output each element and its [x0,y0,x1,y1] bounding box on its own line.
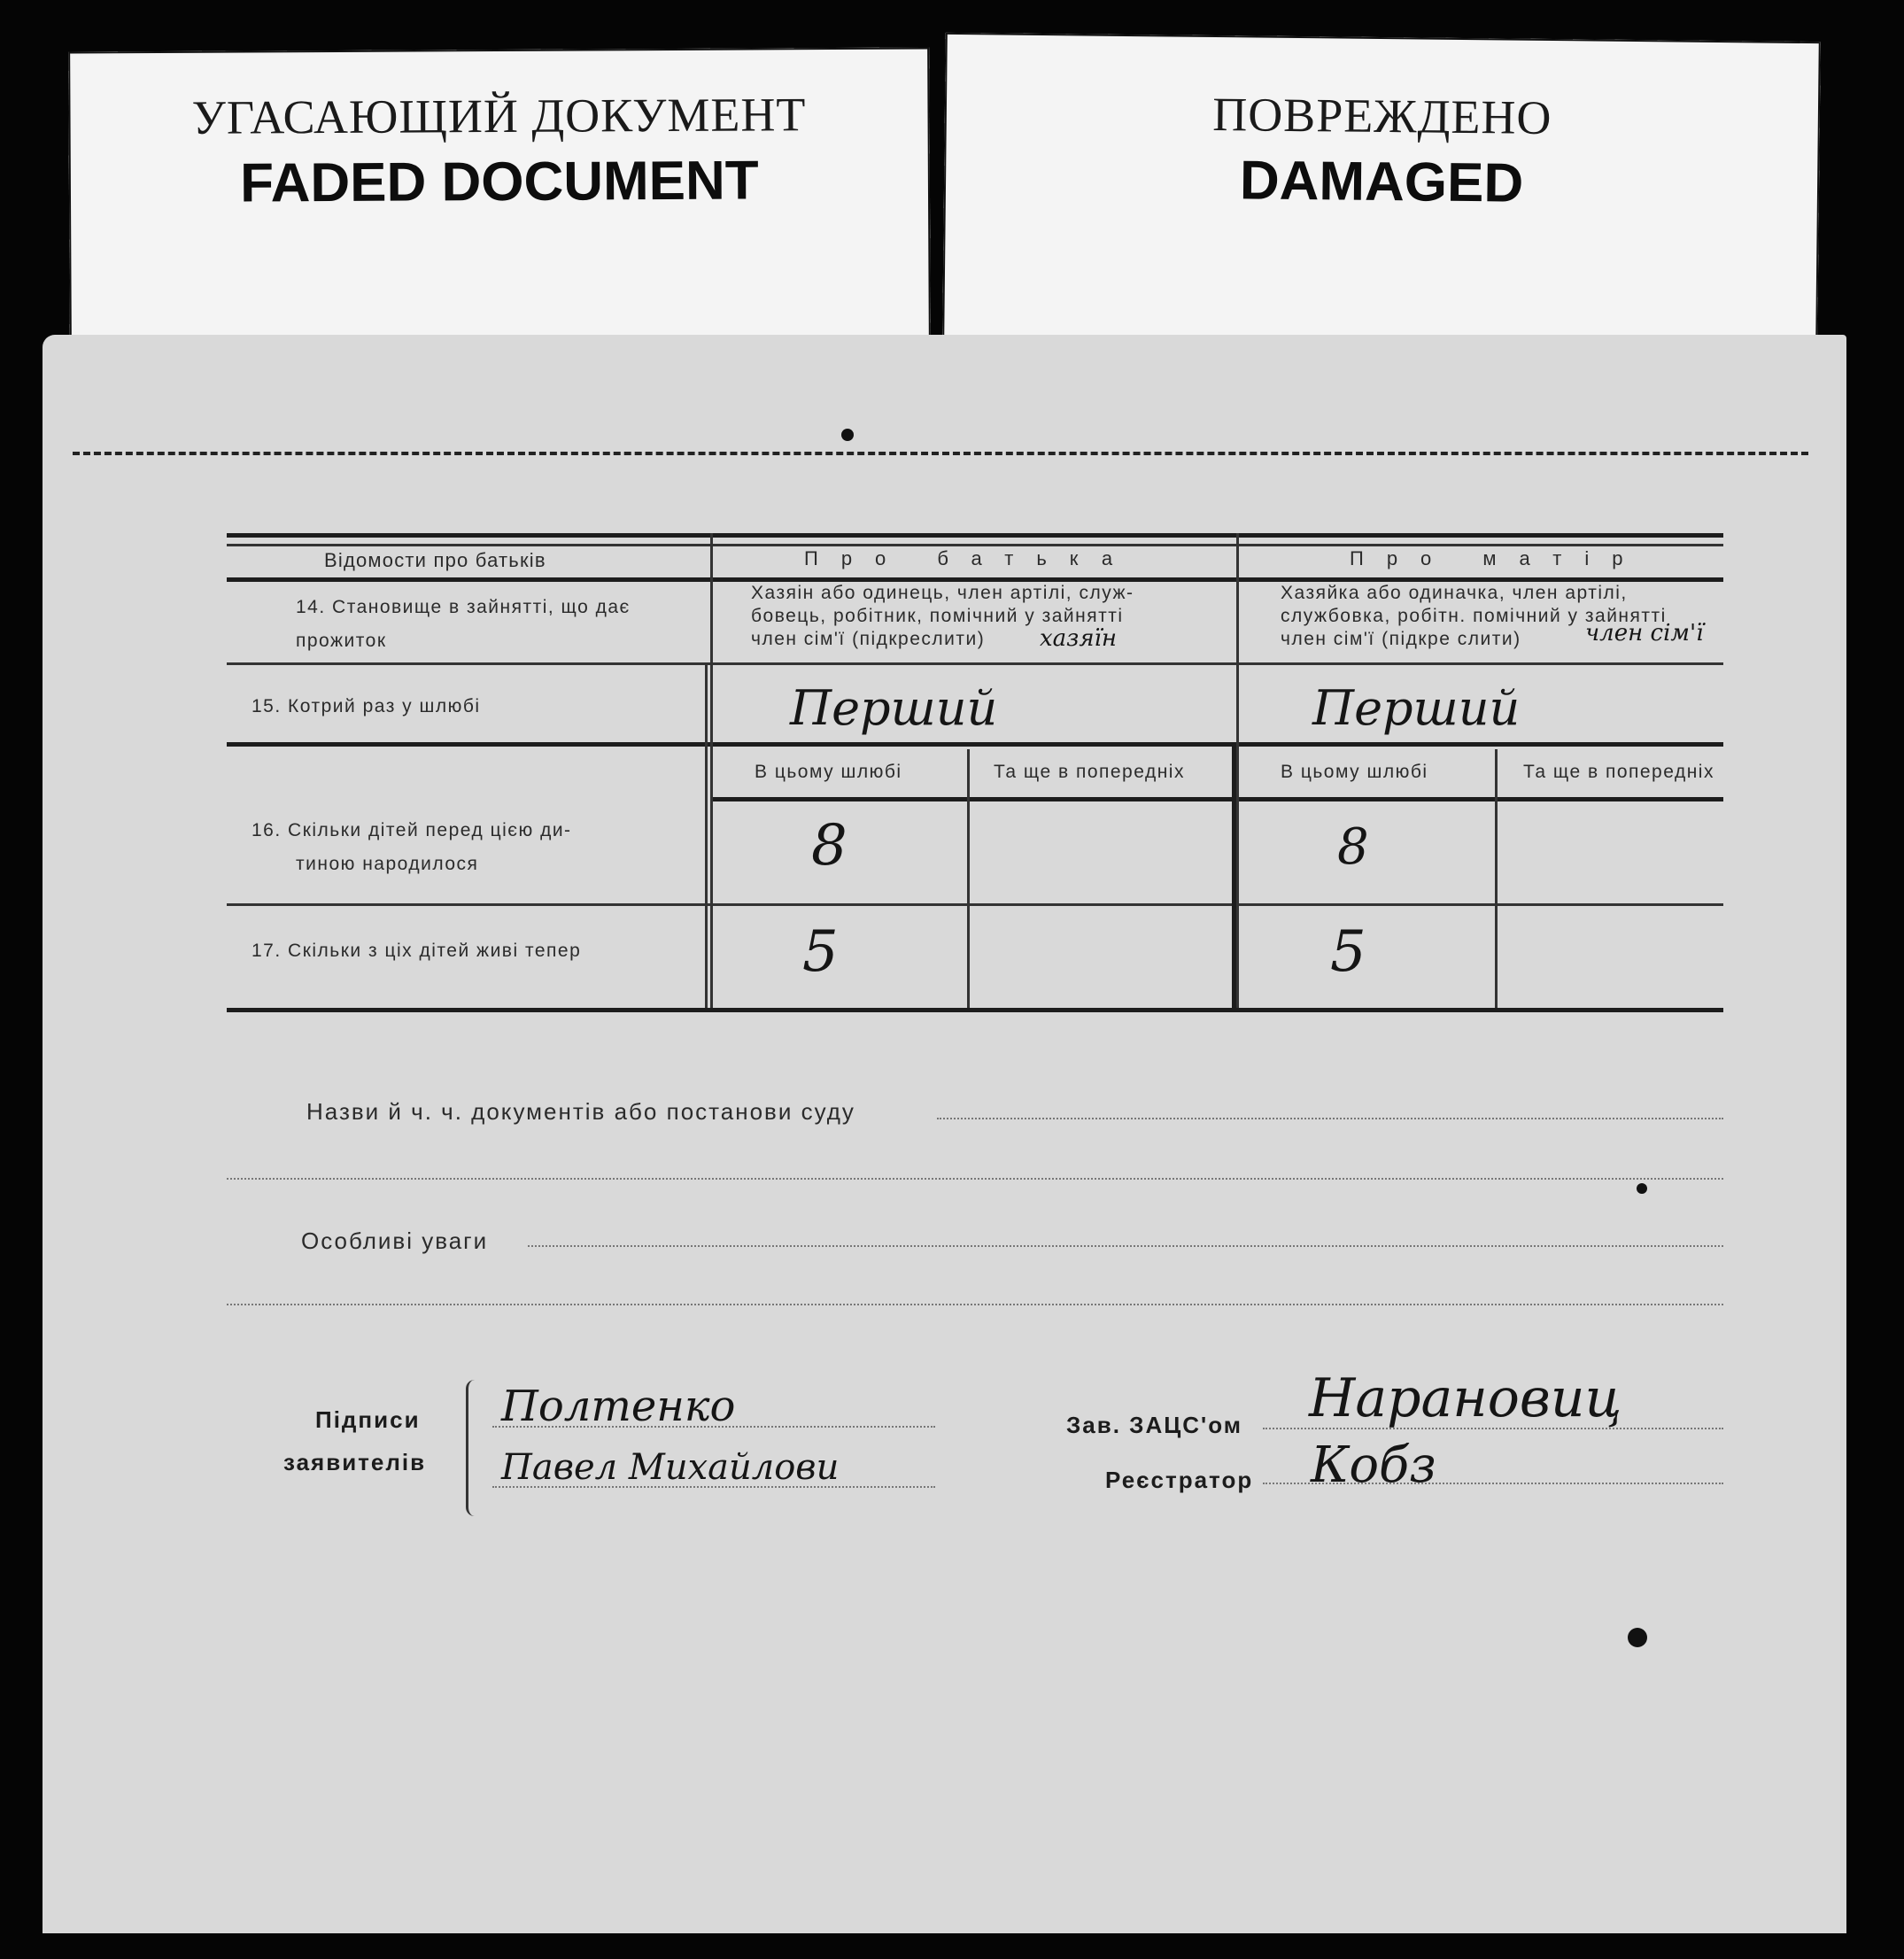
flag-left-ru: УГАСАЮЩИЙ ДОКУМЕНТ [191,88,807,144]
registry-form-sheet [43,335,1846,1933]
header-parents-info: Відомости про батьків [324,549,546,571]
applicants-brace [466,1380,481,1516]
row15-label: 15. Котрий раз у шлюбі [252,696,481,716]
row14-label-line1: 14. Становище в зайнятті, що дає [296,597,631,617]
documents-dotted-line-2 [227,1178,1723,1180]
row16-label-line1: 16. Скільки дітей перед цією ди- [252,820,572,840]
punch-hole [841,429,854,441]
stain-mark [1628,1628,1647,1647]
row14-mother-options-2: службовка, робітн. помічний у зайнятті [1281,606,1667,626]
row17-father-this: 5 [802,919,839,985]
notes-dotted-line [528,1245,1723,1247]
row14-mother-options-3: член сім'ї (підкре слити) [1281,629,1521,649]
applicant-signature-1: Полтенко [501,1382,736,1431]
row16-father-this: 8 [811,813,848,879]
applicants-label-line2: заявителів [283,1449,427,1475]
subheader-mother-this: В цьому шлюбі [1281,762,1428,782]
row15-mother-value: Перший [1312,680,1521,736]
registrar-signature: Кобз [1311,1436,1436,1494]
stain-mark [1637,1183,1647,1194]
registrar-label: Реєстратор [1105,1467,1254,1493]
row14-label-line2: прожиток [296,631,387,651]
applicant-signature-2: Павел Михайлови [501,1447,840,1488]
head-signature: Нарановиц [1309,1367,1622,1429]
row16-label-line2: тиною народилося [296,854,479,874]
damaged-flag [942,33,1821,347]
row14-mother-handwritten: член сім'ї [1585,620,1704,647]
notes-dotted-line-2 [227,1304,1723,1305]
row14-father-handwritten: хазяїн [1040,625,1118,652]
documents-field-label: Назви й ч. ч. документів або постанови суду [306,1098,855,1125]
applicants-label-line1: Підписи [315,1406,421,1433]
subheader-father-previous: Та ще в попередніх [994,762,1185,782]
notes-field-label: Особливі уваги [301,1227,489,1254]
row14-father-options-3: член сім'ї (підкреслити) [751,629,986,649]
header-mother: Про матір [1350,547,1646,569]
row17-label: 17. Скільки з ціх дітей живі тепер [252,941,582,961]
row14-father-options-2: бовець, робітник, помічний у зайнятті [751,606,1124,626]
row16-mother-this: 8 [1337,818,1369,876]
row14-father-options-1: Хазяін або одинець, член артілі, служ- [751,583,1134,603]
perforation-line [73,452,1808,455]
parents-info-table [227,533,1723,1033]
row15-father-value: Перший [790,680,998,736]
row14-mother-options-1: Хазяйка або одиначка, член артілі, [1281,583,1628,603]
flag-right-en: DAMAGED [1239,150,1524,214]
documents-dotted-line [937,1118,1723,1119]
head-label: Зав. ЗАЦС'ом [1066,1412,1242,1438]
row17-mother-this: 5 [1330,919,1366,985]
subheader-father-this: В цьому шлюбі [755,762,902,782]
flag-right-ru: ПОВРЕЖДЕНО [1211,87,1552,145]
header-father: Про батька [804,547,1136,569]
faded-document-flag [68,47,931,344]
subheader-mother-previous: Та ще в попередніх [1523,762,1714,782]
flag-left-en: FADED DOCUMENT [239,150,759,214]
